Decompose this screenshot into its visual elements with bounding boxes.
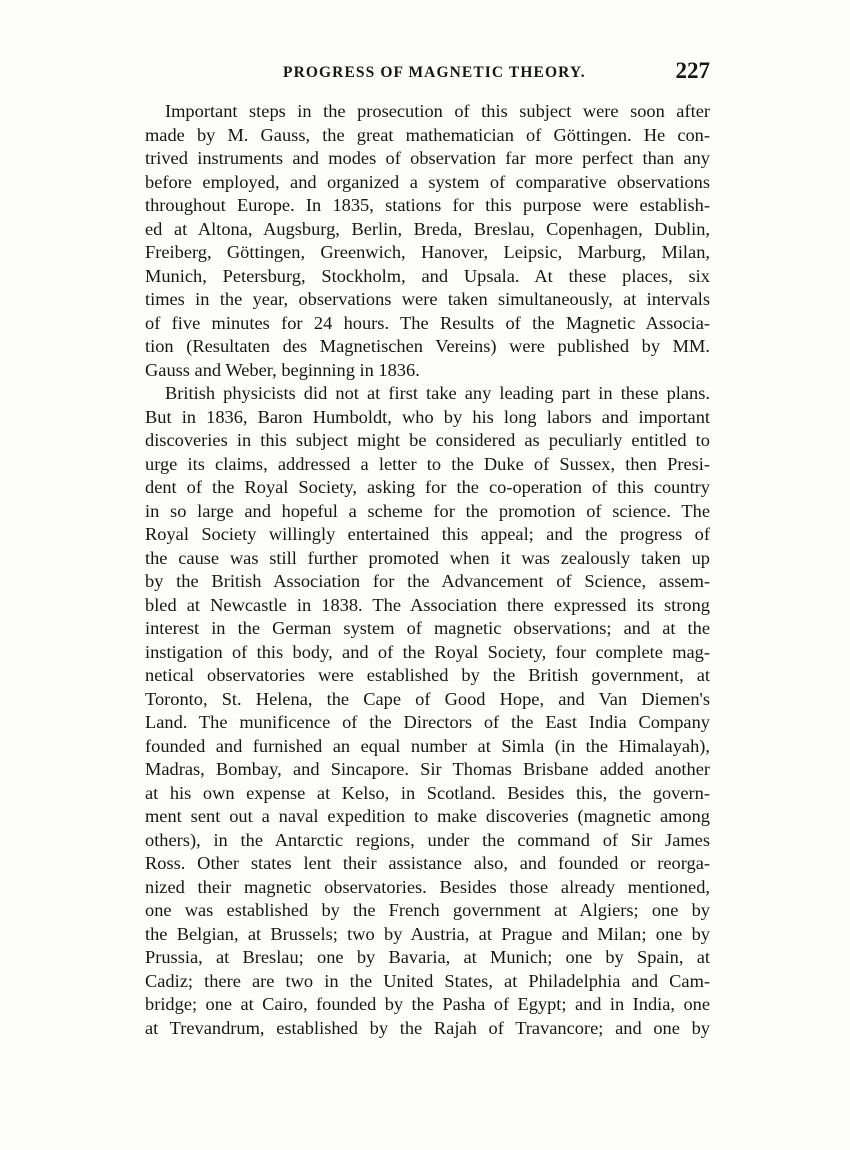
body-text bbox=[145, 100, 710, 1040]
text-line: tion (Resultaten des Magnetischen Vereins) were published by MM. bbox=[145, 336, 710, 356]
text-line: throughout Europe. In 1835, stations for this purpose were establish- bbox=[145, 195, 710, 215]
text-line: Cadiz; there are two in the United States, at Philadelphia and Cam- bbox=[145, 970, 710, 991]
text-line: founded and furnished an equal number at Simla (in the Himalayah), bbox=[145, 735, 710, 756]
text-line: of five minutes for 24 hours. The Results of the Magnetic Associa- bbox=[145, 312, 710, 333]
text-line: ment sent out a naval expedition to make discoveries (magnetic among bbox=[145, 806, 710, 826]
text-line: Royal Society willingly entertained this appeal; and the progress of bbox=[145, 524, 710, 544]
text-line: Gauss and Weber, beginning in 1836. bbox=[145, 359, 420, 380]
text-line: urge its claims, addressed a letter to the Duke of Sussex, then Presi- bbox=[145, 453, 710, 474]
text-line: at his own expense at Kelso, in Scotland. Besides this, the govern- bbox=[145, 782, 710, 803]
text-line: one was established by the French government at Algiers; one by bbox=[145, 900, 710, 920]
text-line: British physicists did not at first take any leading part in these plans. bbox=[165, 383, 710, 403]
text-line: bridge; one at Cairo, founded by the Pasha of Egypt; and in India, one bbox=[145, 994, 710, 1014]
running-head bbox=[145, 58, 710, 90]
text-line: Land. The munificence of the Directors of the East India Company bbox=[145, 712, 710, 732]
text-line: dent of the Royal Society, asking for the co-operation of this country bbox=[145, 477, 710, 497]
text-line: times in the year, observations were taken simultaneously, at intervals bbox=[145, 289, 710, 309]
page-number: 227 bbox=[675, 58, 710, 83]
text-line: Munich, Petersburg, Stockholm, and Upsala. At these places, six bbox=[145, 265, 710, 286]
text-line: Prussia, at Breslau; one by Bavaria, at Munich; one by Spain, at bbox=[145, 947, 710, 967]
paragraph-british-physicists bbox=[145, 382, 710, 1040]
text-line: netical observatories were established by the British government, at bbox=[145, 665, 710, 685]
text-line: others), in the Antarctic regions, under the command of Sir James bbox=[145, 829, 710, 850]
text-line: trived instruments and modes of observation far more perfect than any bbox=[145, 148, 710, 168]
text-line: at Trevandrum, established by the Rajah of Travancore; and one by bbox=[145, 1017, 710, 1038]
text-line: in so large and hopeful a scheme for the promotion of science. The bbox=[145, 500, 710, 521]
text-line: ed at Altona, Augsburg, Berlin, Breda, Breslau, Copenhagen, Dublin, bbox=[145, 218, 710, 239]
text-line: by the British Association for the Advancement of Science, assem- bbox=[145, 571, 710, 591]
text-line: Toronto, St. Helena, the Cape of Good Hope, and Van Diemen's bbox=[145, 688, 710, 709]
text-line: discoveries in this subject might be considered as peculiarly entitled to bbox=[145, 430, 710, 450]
text-line: instigation of this body, and of the Royal Society, four complete mag- bbox=[145, 641, 710, 662]
paragraph-gauss bbox=[145, 100, 710, 382]
text-line: before employed, and organized a system of comparative observations bbox=[145, 171, 710, 192]
text-line: Freiberg, Göttingen, Greenwich, Hanover, Leipsic, Marburg, Milan, bbox=[145, 242, 710, 262]
text-line: interest in the German system of magnetic observations; and at the bbox=[145, 618, 710, 638]
text-line: Ross. Other states lent their assistance also, and founded or reorga- bbox=[145, 853, 710, 873]
text-line: bled at Newcastle in 1838. The Association there expressed its strong bbox=[145, 594, 710, 615]
text-line: nized their magnetic observatories. Besides those already mentioned, bbox=[145, 876, 710, 897]
text-line: the cause was still further promoted when it was zealously taken up bbox=[145, 547, 710, 568]
text-line: Madras, Bombay, and Sincapore. Sir Thomas Brisbane added another bbox=[145, 759, 710, 779]
text-line: But in 1836, Baron Humboldt, who by his long labors and important bbox=[145, 406, 710, 427]
text-line: the Belgian, at Brussels; two by Austria, at Prague and Milan; one by bbox=[145, 923, 710, 944]
text-line: Important steps in the prosecution of this subject were soon after bbox=[165, 101, 710, 121]
text-line: made by M. Gauss, the great mathematician of Göttingen. He con- bbox=[145, 124, 710, 145]
running-title: PROGRESS OF MAGNETIC THEORY. bbox=[283, 64, 586, 81]
